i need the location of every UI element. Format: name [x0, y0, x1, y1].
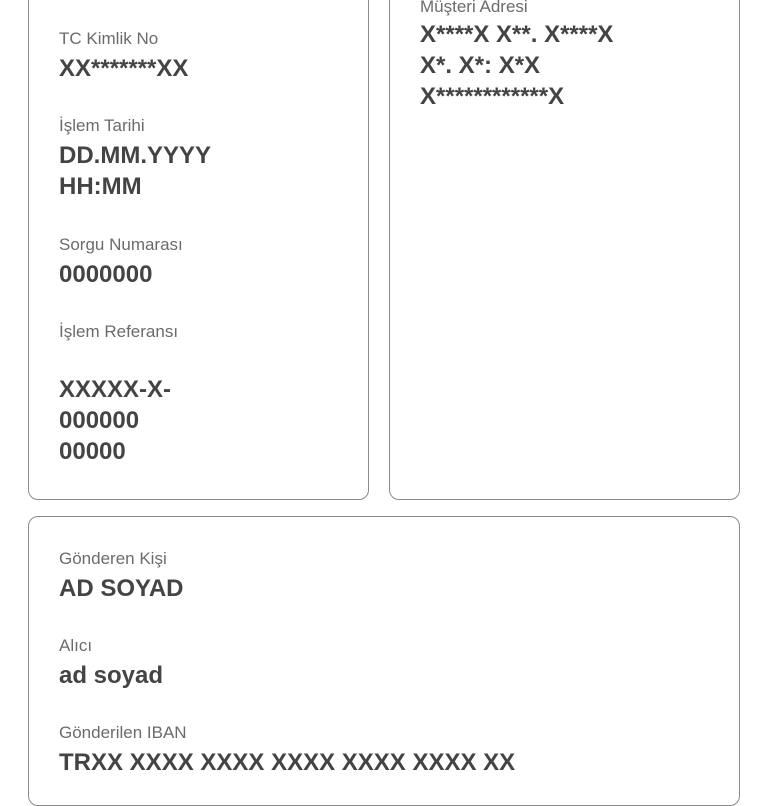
- islem-referansi-label: İşlem Referansı: [59, 322, 179, 341]
- islem-referansi-line1: XXXXX-X-: [59, 376, 172, 403]
- islem-tarihi-date: DD.MM.YYYY: [59, 142, 212, 169]
- iban-field: [59, 723, 515, 778]
- gonderen-label: Gönderen Kişi: [59, 549, 167, 568]
- musteri-adresi-label: Müşteri Adresi: [420, 0, 528, 16]
- alici-value: ad soyad: [59, 662, 164, 689]
- gonderen-value: AD SOYAD: [59, 575, 184, 602]
- alici-field: [59, 636, 163, 691]
- tc-kimlik-label: TC Kimlik No: [59, 29, 159, 48]
- tc-kimlik-field: [59, 29, 188, 84]
- islem-tarihi-time: HH:MM: [59, 173, 142, 200]
- customer-address-card: [389, 0, 740, 500]
- musteri-adresi-line1: X****X X**. X****X: [420, 21, 614, 48]
- sorgu-numarasi-field: [59, 235, 183, 290]
- islem-tarihi-field: [59, 116, 211, 202]
- musteri-adresi-field: [420, 0, 613, 112]
- tc-kimlik-value: XX*******XX: [59, 55, 189, 82]
- sorgu-numarasi-label: Sorgu Numarası: [59, 235, 183, 254]
- transaction-details-card: [28, 0, 369, 500]
- transfer-parties-card: [28, 516, 740, 806]
- islem-referansi-field: [59, 322, 178, 467]
- musteri-adresi-line3: X************X: [420, 83, 565, 110]
- musteri-adresi-line2: X*. X*: X*X: [420, 52, 541, 79]
- iban-label: Gönderilen IBAN: [59, 723, 187, 742]
- islem-referansi-line3: 00000: [59, 438, 126, 465]
- sorgu-numarasi-value: 0000000: [59, 261, 153, 288]
- alici-label: Alıcı: [59, 636, 93, 655]
- islem-tarihi-label: İşlem Tarihi: [59, 116, 145, 135]
- iban-value: TRXX XXXX XXXX XXXX XXXX XXXX XX: [59, 749, 516, 776]
- gonderen-field: [59, 549, 183, 604]
- islem-referansi-line2: 000000: [59, 407, 140, 434]
